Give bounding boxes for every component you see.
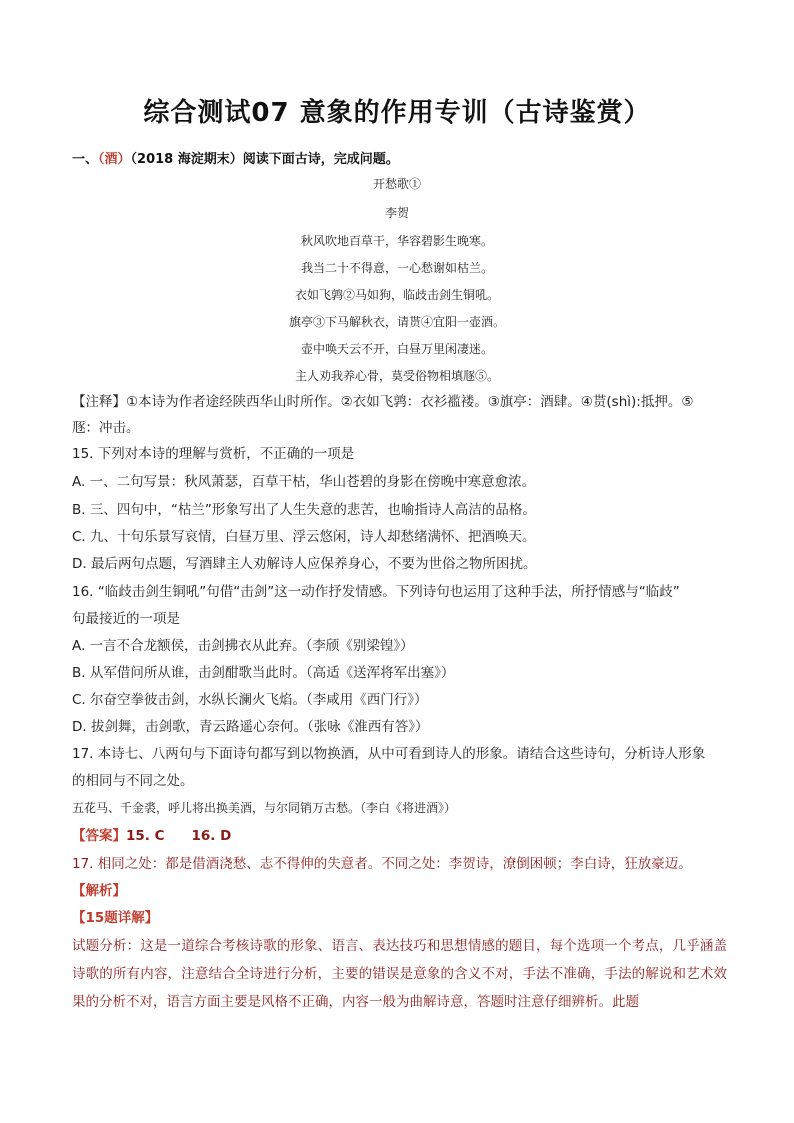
question-16-option-c: C. 尔奋空拳彼击剑，水纵长澜火飞焰。（李咸用《西门行》） <box>72 692 428 708</box>
poem-line: 秋风吹地百草干，华容碧影生晚寒。 <box>300 234 493 248</box>
question-15-option-b: B. 三、四句中，“枯兰”形象写出了人生失意的悲苦，也喻指诗人高洁的品格。 <box>72 502 536 518</box>
answer-label: 【答案】 <box>72 828 126 844</box>
question-16-option-d: D. 拔剑舞，击剑歌，青云路遥心奈何。（张咏《淮西有答》） <box>72 719 429 735</box>
analysis-subheading: 【15题详解】 <box>72 910 159 926</box>
answer-line <box>72 823 727 849</box>
section-text: （2018 海淀期末）阅读下面古诗，完成问题。 <box>130 152 399 167</box>
section-prefix: 一、 <box>72 152 99 167</box>
question-16-stem: 16. “临歧击剑生铜吼”句借“击剑”这一动作抒发情感。下列诗句也运用了这种手法，所抒情感与“临歧” <box>72 584 680 600</box>
question-17-stem-cont: 的相同与不同之处。 <box>72 773 194 789</box>
question-16-option-b: B. 从军借问所从谁，击剑酣歌当此时。（高适《送浑将军出塞》） <box>72 665 455 681</box>
notes-line: 豗：冲击。 <box>72 420 140 436</box>
question-16-option-a: A. 一言不合龙额侯，击剑拂衣从此弃。（李颀《别梁锽》） <box>72 638 414 654</box>
question-17-stem: 17. 本诗七、八两句与下面诗句都写到以物换酒，从中可看到诗人的形象。请结合这些诗句，分析诗人形象 <box>72 746 706 762</box>
poem-title: 开愁歌① <box>372 177 421 191</box>
question-15-option-c: C. 九、十句乐景写哀情，白昼万里、浮云悠闲，诗人却愁绪满怀、把酒唤天。 <box>72 529 536 545</box>
question-15-option-a: A. 一、二句写景：秋风萧瑟，百草干枯，华山苍碧的身影在傍晚中寒意愈浓。 <box>72 474 536 490</box>
question-16-stem-cont: 句最接近的一项是 <box>72 611 180 627</box>
page-title: 综合测试07 意象的作用专训（古诗鉴赏） <box>143 98 651 128</box>
section-heading <box>72 148 399 167</box>
poem-line: 壶中唤天云不开，白昼万里闲凄迷。 <box>300 342 493 356</box>
analysis-label: 【解析】 <box>72 883 126 899</box>
question-17-quote: 五花马、千金裘，呼儿将出换美酒，与尔同销万古愁。（李白《将进酒》） <box>72 801 457 815</box>
poem-author: 李贺 <box>384 206 409 220</box>
notes-line: 【注释】①本诗为作者途经陕西华山时所作。②衣如飞鹑：衣衫褴褛。③旗亭：酒肆。④贳(shì):抵押。⑤ <box>72 394 694 410</box>
poem-line: 旗亭③下马解秋衣，请贳④宜阳一壶酒。 <box>288 315 505 329</box>
poem-line: 衣如飞鹑②马如狗，临歧击剑生铜吼。 <box>294 288 499 302</box>
poem-line: 主人劝我养心骨，莫受俗物相填豗⑤。 <box>294 369 499 383</box>
analysis-body: 试题分析：这是一道综合考核诗歌的形象、语言、表达技巧和思想情感的题目，每个选项一个考点，几乎涵盖诗歌的所有内容，注意结合全诗进行分析，主要的错误是意象的含义不对，手法不准确，手法的解说和艺术效果的分析不对，语言方面主要是风格不正确，内容一般为曲解诗意，答题时注意仔细辨析。此题 <box>72 938 727 1010</box>
section-tag: （酒） <box>98 152 131 167</box>
answer-17: 17. 相同之处：都是借酒浇愁、志不得伸的失意者。不同之处：李贺诗，潦倒困顿；李白诗，狂放豪迈。 <box>72 856 692 872</box>
poem-line: 我当二十不得意，一心愁谢如枯兰。 <box>300 261 493 275</box>
question-15-option-d: D. 最后两句点题，写酒肆主人劝解诗人应保养身心，不要为世俗之物所困扰。 <box>72 556 537 572</box>
question-15-stem: 15. 下列对本诗的理解与赏析，不正确的一项是 <box>72 446 355 462</box>
answer-value: 15. C 16. D <box>126 828 232 844</box>
